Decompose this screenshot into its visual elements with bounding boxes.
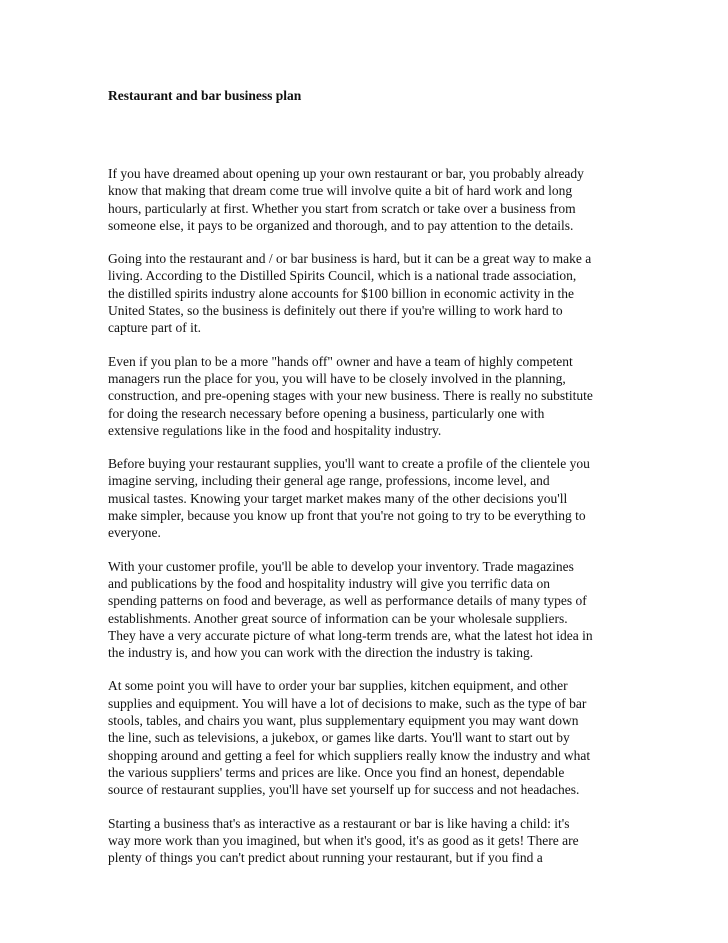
text-line: everyone. — [108, 525, 161, 541]
text-line: supplies and equipment. You will have a lot of decisions to make, such as the type of bar — [108, 695, 587, 711]
text-line: extensive regulations like in the food and hospitality industry. — [108, 422, 442, 438]
text-line: stools, tables, and chairs you want, plus supplementary equipment you may want down — [108, 713, 579, 729]
paragraph-7 — [108, 815, 628, 867]
text-line: the industry is, and how you can work with the direction the industry is taking. — [108, 645, 534, 661]
text-line: With your customer profile, you'll be able to develop your inventory. Trade magazines — [108, 558, 574, 574]
text-line: capture part of it. — [108, 320, 201, 336]
text-line: for doing the research necessary before opening a business, particularly one with — [108, 405, 545, 421]
text-line: managers run the place for you, you will have to be closely involved in the planning, — [108, 370, 566, 386]
text-line: plenty of things you can't predict about running your restaurant, but if you find a — [108, 850, 543, 866]
text-line: and publications by the food and hospitality industry will give you terrific data on — [108, 575, 551, 591]
paragraph-6 — [108, 677, 628, 798]
document-body — [108, 165, 628, 882]
paragraph-2 — [108, 250, 628, 336]
text-line: Starting a business that's as interactive as a restaurant or bar is like having a child: it's — [108, 815, 570, 831]
text-line: construction, and pre-opening stages with your new business. There is really no substitute — [108, 388, 593, 404]
text-line: musical tastes. Knowing your target market makes many of the other decisions you'll — [108, 490, 568, 506]
paragraph-4 — [108, 455, 628, 541]
text-line: imagine serving, including their general age range, professions, income level, and — [108, 473, 550, 489]
text-line: the various suppliers' terms and prices are like. Once you find an honest, dependable — [108, 764, 565, 780]
text-line: know that making that dream come true will involve quite a bit of hard work and long — [108, 183, 573, 199]
text-line: the distilled spirits industry alone accounts for $100 billion in economic activity in the — [108, 285, 575, 301]
text-line: Even if you plan to be a more "hands off" owner and have a team of highly competent — [108, 353, 573, 369]
text-line: Before buying your restaurant supplies, you'll want to create a profile of the clientele you — [108, 456, 590, 472]
text-line: United States, so the business is definitely out there if you're willing to work hard to — [108, 303, 563, 319]
paragraph-1 — [108, 165, 628, 234]
text-line: shopping around and getting a feel for which suppliers really know the industry and what — [108, 747, 591, 763]
text-line: someone else, it pays to be organized and thorough, and to pay attention to the details. — [108, 217, 574, 233]
text-line: living. According to the Distilled Spirits Council, which is a national trade association, — [108, 268, 577, 284]
text-line: the line, such as televisions, a jukebox, or games like darts. You'll want to start out by — [108, 730, 570, 746]
text-line: spending patterns on food and beverage, as well as performance details of many types of — [108, 593, 587, 609]
paragraph-3 — [108, 353, 628, 439]
text-line: hours, particularly at first. Whether you start from scratch or take over a business from — [108, 200, 576, 216]
text-line: source of restaurant supplies, you'll have set yourself up for success and not headaches. — [108, 782, 580, 798]
text-line: If you have dreamed about opening up your own restaurant or bar, you probably already — [108, 166, 584, 181]
paragraph-5 — [108, 558, 628, 662]
text-line: establishments. Another great source of information can be your wholesale suppliers. — [108, 610, 568, 626]
text-line: At some point you will have to order your bar supplies, kitchen equipment, and other — [108, 678, 568, 694]
text-line: Going into the restaurant and / or bar business is hard, but it can be a great way to make a — [108, 251, 592, 267]
text-line: They have a very accurate picture of what long-term trends are, what the latest hot idea in — [108, 627, 593, 643]
text-line: make simpler, because you know up front that you're not going to try to be everything to — [108, 508, 586, 524]
text-line: way more work than you imagined, but when it's good, it's as good as it gets! There are — [108, 832, 579, 848]
document-title: Restaurant and bar business plan — [108, 88, 302, 103]
